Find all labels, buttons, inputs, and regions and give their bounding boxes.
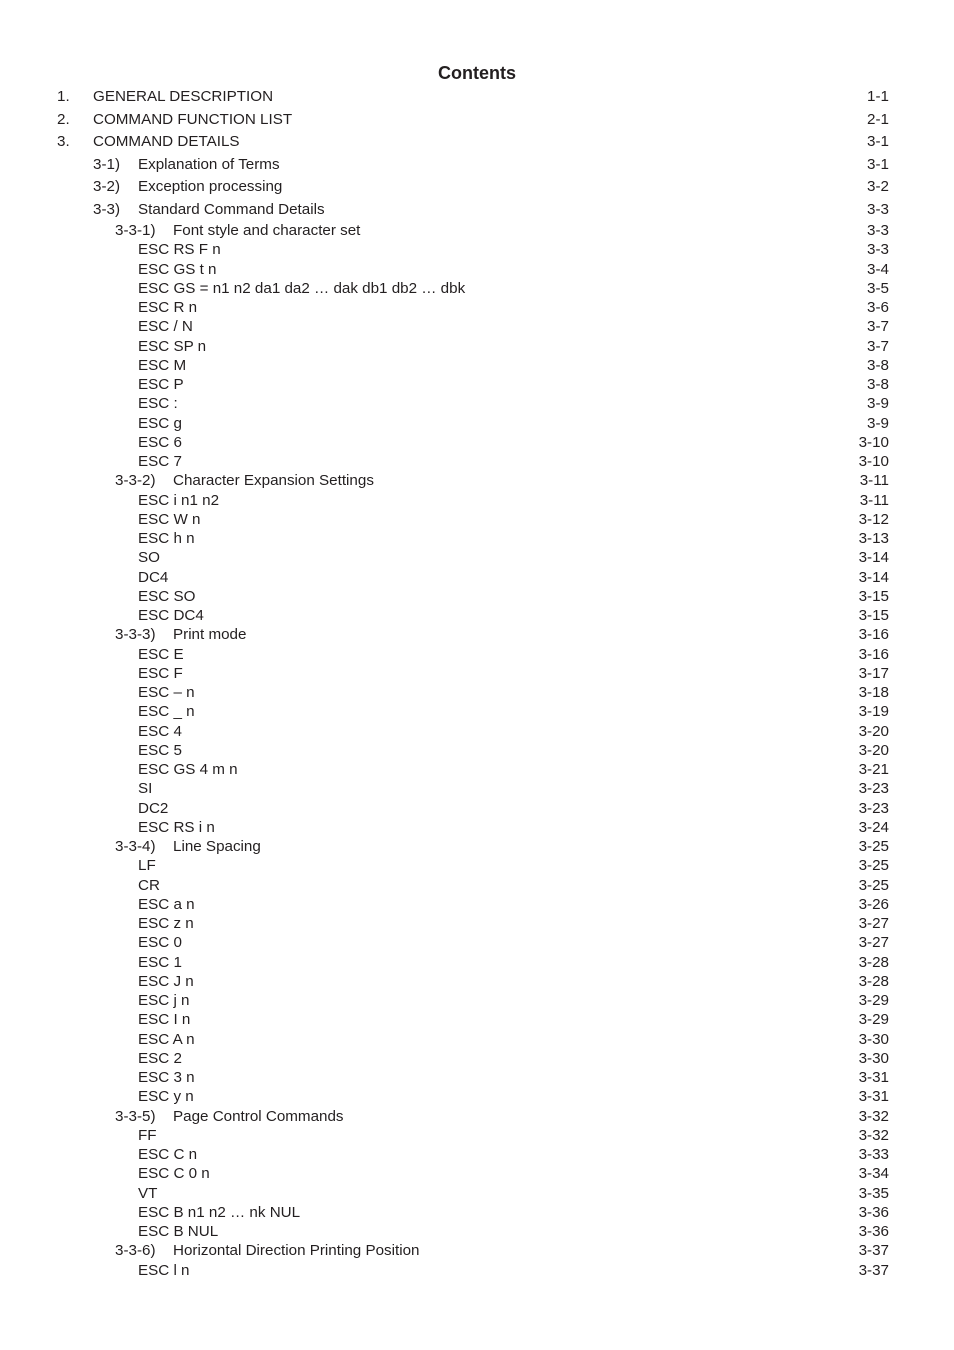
toc-entry[interactable]: [0, 587, 954, 606]
toc-entry[interactable]: [0, 1222, 954, 1241]
toc-entry-label: CR: [138, 876, 160, 894]
toc-entry-label: ESC A n: [138, 1030, 195, 1048]
toc-entry-label: ESC GS = n1 n2 da1 da2 … dak db1 db2 … dbk: [138, 279, 466, 297]
toc-entry-number: 3-3-2): [115, 472, 156, 490]
toc-entry-page: 3-8: [867, 376, 889, 393]
toc-entry[interactable]: [0, 375, 954, 394]
toc-entry-label: ESC DC4: [138, 607, 204, 624]
toc-entry-page: 3-37: [858, 1261, 889, 1279]
toc-entry[interactable]: [0, 606, 954, 625]
toc-entry-label: ESC _ n: [138, 703, 195, 721]
toc-entry[interactable]: [0, 1049, 954, 1068]
toc-entry-label: FF: [138, 1126, 157, 1144]
toc-entry[interactable]: [0, 109, 954, 132]
toc-entry[interactable]: [0, 491, 954, 510]
toc-entry[interactable]: [0, 131, 954, 154]
toc-entry[interactable]: [0, 1164, 954, 1183]
toc-entry-page: 3-12: [858, 510, 889, 528]
toc-entry[interactable]: [0, 953, 954, 972]
toc-entry-label: DC2: [138, 799, 169, 817]
toc-entry-label: Explanation of Terms: [138, 155, 280, 173]
toc-entry-number: 1.: [57, 88, 70, 105]
toc-entry[interactable]: [0, 856, 954, 875]
toc-entry-page: 3-24: [858, 818, 889, 836]
toc-entry-page: 3-9: [867, 395, 889, 413]
toc-entry-number: 3-3): [93, 200, 121, 218]
toc-entry-page: 3-15: [858, 587, 889, 605]
toc-entry-number: 2.: [57, 110, 70, 128]
toc-entry-page: 3-27: [858, 915, 889, 932]
toc-entry-page: 3-6: [867, 299, 889, 316]
toc-entry-label: ESC – n: [138, 684, 195, 701]
toc-entry[interactable]: [0, 741, 954, 760]
toc-entry-page: 3-31: [858, 1088, 889, 1106]
toc-entry-page: 3-2: [867, 178, 889, 195]
toc-entry-label: ESC 6: [138, 433, 182, 451]
toc-entry-label: ESC h n: [138, 530, 195, 547]
toc-entry-page: 3-3: [867, 200, 889, 218]
toc-entry-number: 3-3-4): [115, 838, 156, 855]
toc-entry-page: 3-1: [867, 133, 889, 150]
toc-entry-label: ESC 0: [138, 934, 182, 952]
toc-entry-label: ESC y n: [138, 1088, 194, 1106]
toc-entry[interactable]: [0, 529, 954, 548]
toc-entry[interactable]: [0, 279, 954, 298]
toc-entry-page: 3-28: [858, 972, 889, 990]
toc-entry-label: Page Control Commands: [173, 1107, 344, 1125]
toc-entry[interactable]: [0, 548, 954, 567]
toc-entry-label: ESC g: [138, 414, 182, 432]
toc-entry-label: ESC l n: [138, 1261, 190, 1279]
toc-entry[interactable]: [0, 991, 954, 1010]
toc-entry-page: 3-7: [867, 337, 889, 355]
toc-entry-number: 3-3-5): [115, 1107, 156, 1125]
toc-entry-page: 3-14: [858, 568, 889, 586]
toc-entry-label: COMMAND FUNCTION LIST: [93, 110, 293, 128]
toc-entry-page: 3-17: [858, 664, 889, 682]
toc-entry-label: ESC :: [138, 395, 178, 413]
toc-entry-page: 3-31: [858, 1069, 889, 1086]
toc-entry[interactable]: [0, 779, 954, 798]
toc-entry[interactable]: [0, 625, 954, 644]
toc-entry-page: 3-10: [858, 433, 889, 451]
toc-entry-label: Character Expansion Settings: [173, 472, 374, 490]
toc-entry[interactable]: [0, 683, 954, 702]
toc-entry-page: 3-28: [858, 953, 889, 971]
toc-entry-page: 3-34: [858, 1165, 889, 1183]
toc-entry[interactable]: [0, 1010, 954, 1029]
toc-entry-label: ESC 3 n: [138, 1069, 195, 1086]
toc-entry-label: ESC RS F n: [138, 241, 221, 259]
toc-entry-label: ESC F: [138, 664, 183, 682]
toc-entry-page: 3-25: [858, 857, 889, 875]
toc-entry[interactable]: [0, 221, 954, 240]
toc-entry-label: ESC / N: [138, 318, 193, 336]
toc-entry-label: Exception processing: [138, 178, 283, 195]
toc-entry-page: 3-32: [858, 1107, 889, 1125]
toc-entry[interactable]: [0, 760, 954, 779]
toc-entry[interactable]: [0, 176, 954, 199]
toc-entry-label: ESC M: [138, 356, 187, 374]
toc-entry-page: 3-23: [858, 799, 889, 817]
toc-entry-page: 3-16: [858, 626, 889, 644]
toc-entry[interactable]: [0, 1126, 954, 1145]
toc-entry-page: 3-5: [867, 279, 889, 297]
toc-entry-page: 3-18: [858, 684, 889, 701]
toc-entry[interactable]: [0, 1068, 954, 1087]
toc-entry-number: 3.: [57, 133, 70, 150]
toc-entry-page: 3-10: [858, 453, 889, 470]
toc-entry-label: ESC SP n: [138, 337, 207, 355]
toc-entry[interactable]: [0, 414, 954, 433]
toc-entry[interactable]: [0, 914, 954, 933]
toc-entry-page: 3-21: [858, 761, 889, 778]
toc-entry-page: 3-20: [858, 722, 889, 740]
toc-entry[interactable]: [0, 510, 954, 529]
toc-entry[interactable]: [0, 1203, 954, 1222]
toc-entry[interactable]: [0, 702, 954, 721]
toc-entry[interactable]: [0, 645, 954, 664]
toc-entry[interactable]: [0, 337, 954, 356]
toc-entry-page: 3-29: [858, 1011, 889, 1029]
toc-entry[interactable]: [0, 568, 954, 587]
toc-entry[interactable]: [0, 199, 954, 222]
toc-entry-page: 3-3: [867, 241, 889, 259]
toc-entry[interactable]: [0, 664, 954, 683]
toc-entry-label: ESC I n: [138, 1011, 191, 1029]
toc-entry[interactable]: [0, 317, 954, 336]
toc-entry[interactable]: [0, 433, 954, 452]
toc-entry-label: ESC SO: [138, 587, 196, 605]
toc-entry-label: ESC B n1 n2 … nk NUL: [138, 1203, 301, 1221]
toc-entry-label: ESC 4: [138, 722, 182, 740]
toc-entry-page: 3-19: [858, 703, 889, 721]
toc-entry-page: 1-1: [867, 88, 889, 105]
toc-entry[interactable]: [0, 154, 954, 177]
toc-entry[interactable]: [0, 1145, 954, 1164]
toc-entry-label: SI: [138, 780, 153, 798]
toc-entry-label: VT: [138, 1184, 158, 1202]
toc-entry-label: ESC C 0 n: [138, 1165, 210, 1183]
toc-entry-label: SO: [138, 549, 160, 567]
toc-entry-label: ESC z n: [138, 915, 194, 932]
toc-entry-page: 3-30: [858, 1030, 889, 1048]
toc-entry-label: ESC E: [138, 645, 184, 663]
toc-entry-page: 3-4: [867, 260, 889, 278]
toc-entry-label: ESC 1: [138, 953, 182, 971]
toc-entry-label: ESC C n: [138, 1146, 198, 1163]
toc-entry-label: ESC GS t n: [138, 260, 217, 278]
toc-entry-label: Print mode: [173, 626, 247, 644]
toc-entry-page: 3-9: [867, 414, 889, 432]
toc-entry-label: ESC B NUL: [138, 1223, 219, 1240]
toc-entry-page: 3-14: [858, 549, 889, 567]
toc-entry-label: ESC J n: [138, 972, 194, 990]
toc-entry-page: 3-25: [858, 876, 889, 894]
toc-entry-label: GENERAL DESCRIPTION: [93, 88, 274, 105]
toc-entry[interactable]: [0, 799, 954, 818]
toc-entry-page: 3-30: [858, 1049, 889, 1067]
toc-entry-label: ESC i n1 n2: [138, 491, 220, 509]
toc-entry-page: 3-13: [858, 530, 889, 547]
toc-entry-page: 3-36: [858, 1223, 889, 1240]
toc-entry-label: ESC W n: [138, 510, 201, 528]
toc-entry-page: 3-35: [858, 1184, 889, 1202]
toc-entry[interactable]: [0, 818, 954, 837]
toc-entry-label: ESC a n: [138, 895, 195, 913]
toc-entry-page: 3-27: [858, 934, 889, 952]
toc-entry-page: 3-11: [859, 472, 889, 490]
toc-entry[interactable]: [0, 1030, 954, 1049]
toc-entry-page: 3-15: [858, 607, 889, 624]
toc-entry[interactable]: [0, 972, 954, 991]
toc-entry-label: ESC R n: [138, 299, 198, 316]
toc-entry-label: ESC GS 4 m n: [138, 761, 238, 778]
toc-entry[interactable]: [0, 895, 954, 914]
toc-entry-page: 3-33: [858, 1146, 889, 1163]
toc-entry[interactable]: [0, 837, 954, 856]
toc-entry-page: 3-20: [858, 741, 889, 759]
table-of-contents: [0, 86, 954, 1280]
toc-entry-label: COMMAND DETAILS: [93, 133, 240, 150]
toc-entry-label: ESC RS i n: [138, 818, 215, 836]
toc-entry[interactable]: [0, 1184, 954, 1203]
toc-entry-number: 3-3-3): [115, 626, 156, 644]
toc-entry[interactable]: [0, 298, 954, 317]
toc-entry[interactable]: [0, 1107, 954, 1126]
toc-entry[interactable]: [0, 933, 954, 952]
toc-entry-page: 3-7: [867, 318, 889, 336]
toc-entry-label: Horizontal Direction Printing Position: [173, 1242, 420, 1260]
toc-entry[interactable]: [0, 471, 954, 490]
toc-entry-label: ESC 2: [138, 1049, 182, 1067]
toc-entry[interactable]: [0, 394, 954, 413]
toc-entry-page: 3-11: [859, 491, 889, 509]
toc-entry[interactable]: [0, 260, 954, 279]
toc-entry-label: Standard Command Details: [138, 200, 325, 218]
toc-entry[interactable]: [0, 876, 954, 895]
toc-entry-page: 3-8: [867, 356, 889, 374]
toc-entry-label: ESC 7: [138, 453, 182, 470]
toc-entry[interactable]: [0, 86, 954, 109]
toc-entry-page: 3-23: [858, 780, 889, 798]
toc-entry-page: 3-36: [858, 1203, 889, 1221]
toc-entry[interactable]: [0, 722, 954, 741]
toc-entry-label: Line Spacing: [173, 838, 261, 855]
toc-entry-number: 3-1): [93, 155, 121, 173]
toc-entry-number: 3-2): [93, 178, 121, 195]
toc-entry-label: LF: [138, 857, 156, 875]
toc-entry[interactable]: [0, 452, 954, 471]
toc-entry[interactable]: [0, 1261, 954, 1280]
toc-entry-page: 2-1: [867, 110, 889, 128]
toc-entry-page: 3-25: [858, 838, 889, 855]
toc-entry[interactable]: [0, 1087, 954, 1106]
toc-entry-page: 3-26: [858, 895, 889, 913]
toc-entry-page: 3-1: [867, 155, 889, 173]
toc-entry-label: Font style and character set: [173, 222, 361, 239]
toc-entry-page: 3-32: [858, 1126, 889, 1144]
toc-entry[interactable]: [0, 240, 954, 259]
page-title: Contents: [438, 63, 516, 83]
toc-entry-label: DC4: [138, 568, 169, 586]
toc-entry-page: 3-3: [867, 222, 889, 239]
toc-entry-page: 3-29: [858, 992, 889, 1009]
toc-entry-label: ESC j n: [138, 992, 190, 1009]
toc-entry-page: 3-37: [858, 1242, 889, 1260]
toc-entry[interactable]: [0, 356, 954, 375]
toc-entry-number: 3-3-6): [115, 1242, 156, 1260]
toc-entry[interactable]: [0, 1241, 954, 1260]
toc-entry-page: 3-16: [858, 645, 889, 663]
toc-entry-label: ESC 5: [138, 741, 182, 759]
toc-entry-number: 3-3-1): [115, 222, 156, 239]
toc-entry-label: ESC P: [138, 376, 184, 393]
